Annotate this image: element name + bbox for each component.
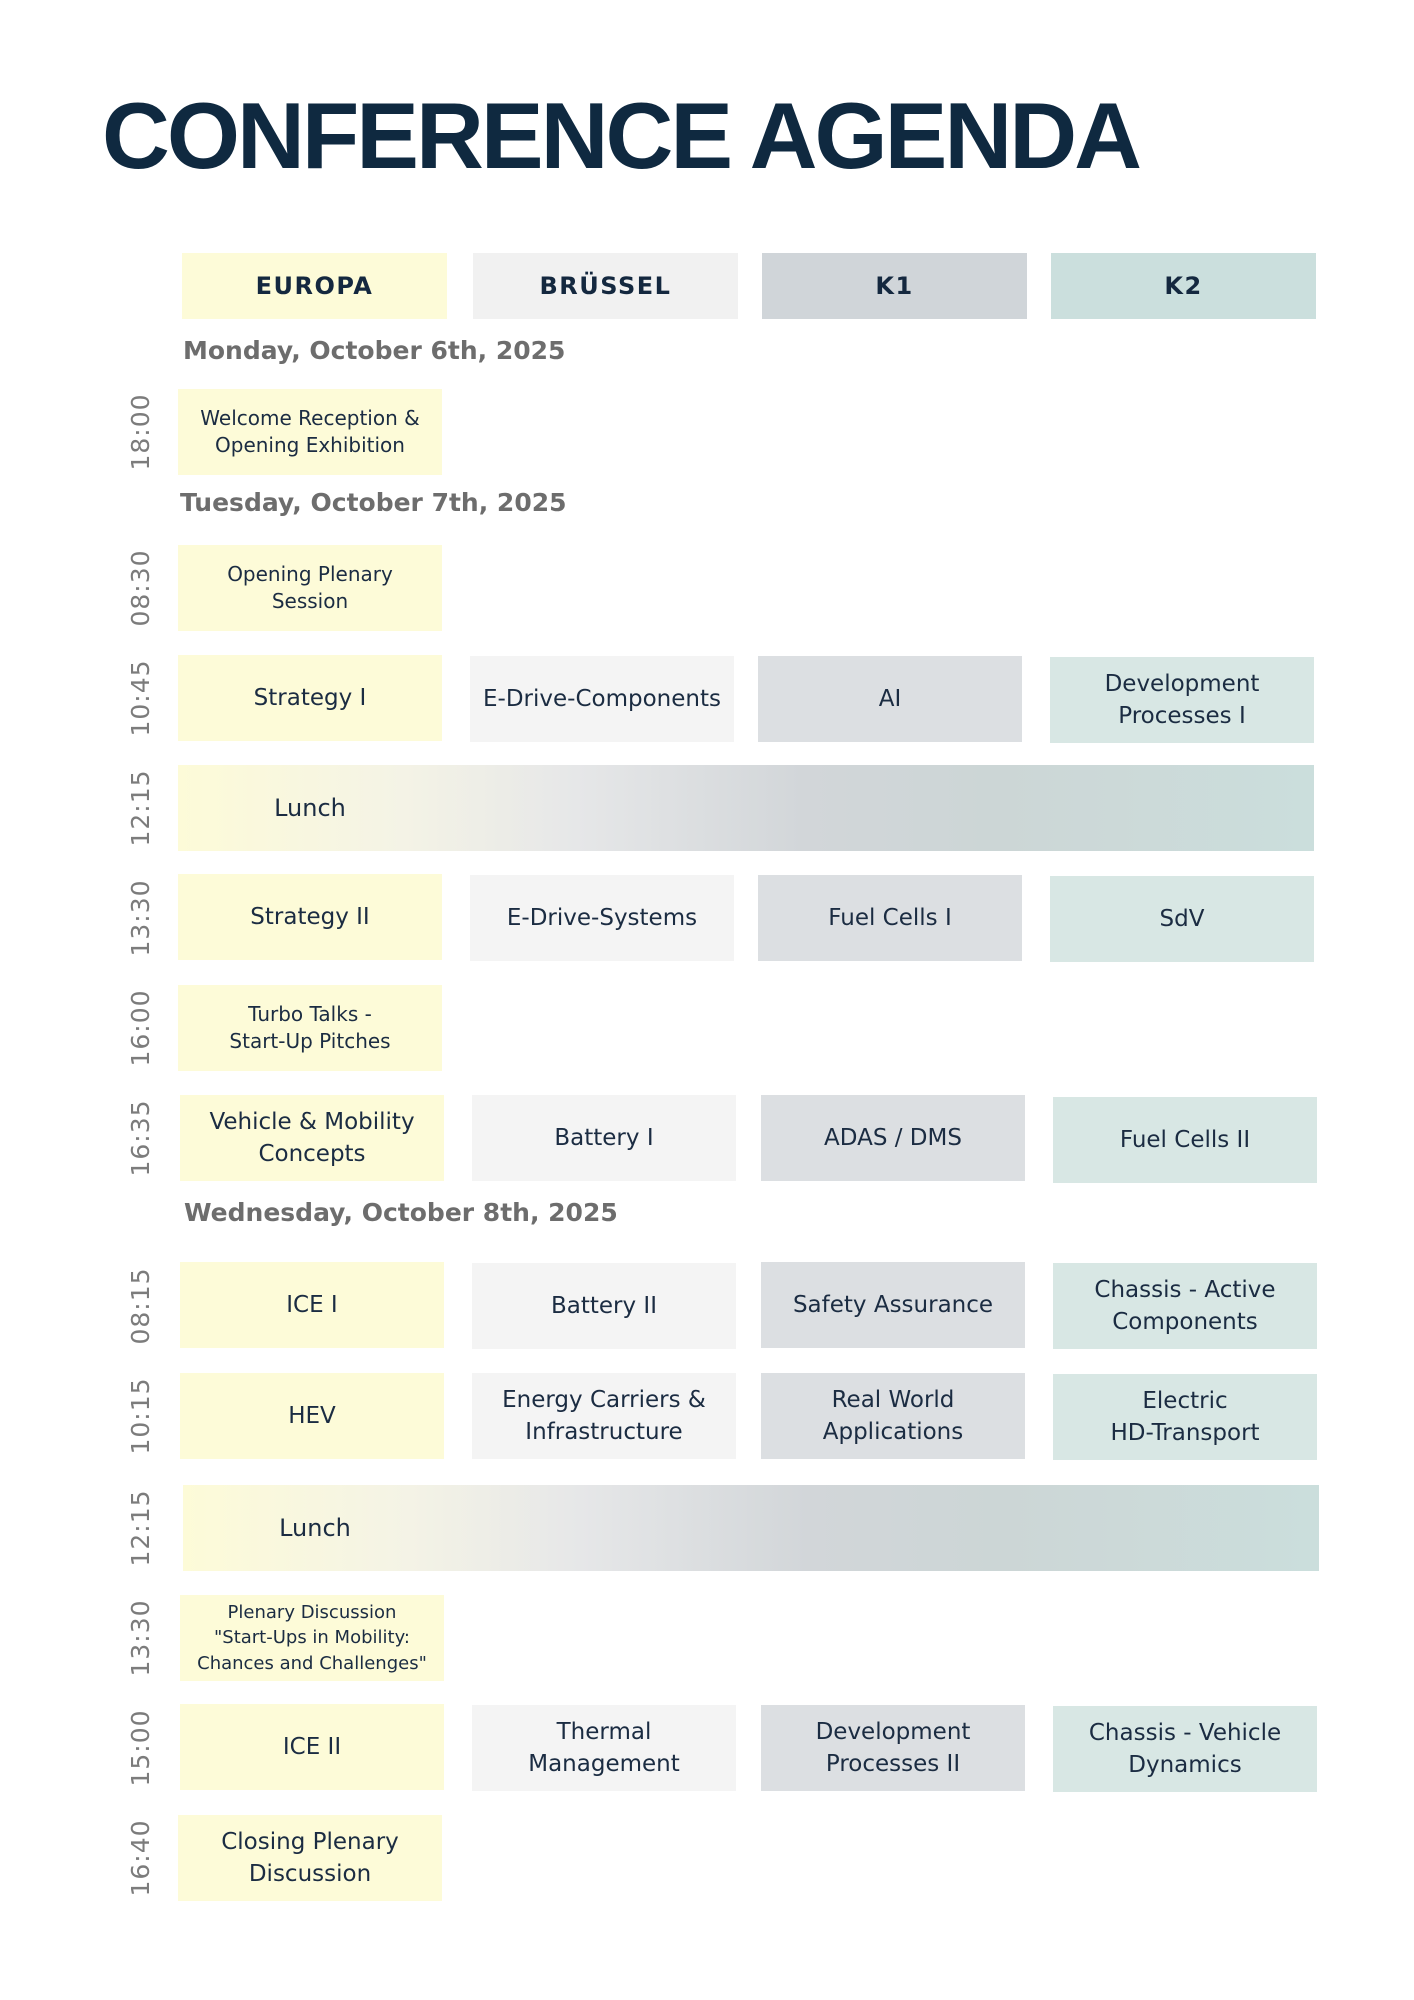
- time-label: 12:15: [125, 1489, 155, 1567]
- session-welcome-reception: Welcome Reception & Opening Exhibition: [178, 389, 442, 475]
- session-battery-1: Battery I: [472, 1095, 736, 1181]
- session-development-processes-1: Development Processes I: [1050, 657, 1314, 743]
- lunch-break: [178, 765, 1314, 851]
- time-label: 16:35: [125, 1099, 155, 1177]
- session-hev: HEV: [180, 1373, 444, 1459]
- session-real-world-applications: Real World Applications: [761, 1373, 1025, 1459]
- session-vehicle-mobility-concepts: Vehicle & Mobility Concepts: [180, 1095, 444, 1181]
- session-closing-plenary: Closing Plenary Discussion: [178, 1815, 442, 1901]
- session-e-drive-systems: E-Drive-Systems: [470, 875, 734, 961]
- session-development-processes-2: Development Processes II: [761, 1705, 1025, 1791]
- time-label: 12:15: [125, 769, 155, 847]
- lunch-break: [183, 1485, 1319, 1571]
- time-label: 16:00: [125, 989, 155, 1067]
- time-label: 15:00: [125, 1709, 155, 1787]
- session-strategy-1: Strategy I: [178, 655, 442, 741]
- session-e-drive-components: E-Drive-Components: [470, 656, 734, 742]
- room-header-k1: K1: [762, 253, 1027, 319]
- session-ai: AI: [758, 656, 1022, 742]
- lunch-label: Lunch: [274, 794, 346, 822]
- session-fuel-cells-2: Fuel Cells II: [1053, 1097, 1317, 1183]
- day-heading-tuesday: Tuesday, October 7th, 2025: [180, 488, 567, 517]
- day-heading-wednesday: Wednesday, October 8th, 2025: [184, 1198, 618, 1227]
- session-electric-hd-transport: Electric HD-Transport: [1053, 1374, 1317, 1460]
- session-energy-carriers: Energy Carriers & Infrastructure: [472, 1373, 736, 1459]
- time-label: 10:45: [125, 659, 155, 737]
- session-adas-dms: ADAS / DMS: [761, 1095, 1025, 1181]
- session-thermal-management: Thermal Management: [472, 1705, 736, 1791]
- session-plenary-discussion-startups: Plenary Discussion "Start-Ups in Mobility: Chances and Challenges": [180, 1595, 444, 1681]
- session-battery-2: Battery II: [472, 1263, 736, 1349]
- room-header-brussel: BRÜSSEL: [473, 253, 738, 319]
- session-fuel-cells-1: Fuel Cells I: [758, 875, 1022, 961]
- time-label: 18:00: [125, 393, 155, 471]
- session-safety-assurance: Safety Assurance: [761, 1262, 1025, 1348]
- session-chassis-vehicle-dynamics: Chassis - Vehicle Dynamics: [1053, 1706, 1317, 1792]
- session-ice-2: ICE II: [180, 1704, 444, 1790]
- day-heading-monday: Monday, October 6th, 2025: [183, 336, 566, 365]
- session-sdv: SdV: [1050, 876, 1314, 962]
- time-label: 13:30: [125, 1599, 155, 1677]
- time-label: 10:15: [125, 1377, 155, 1455]
- time-label: 08:30: [125, 549, 155, 627]
- session-ice-1: ICE I: [180, 1262, 444, 1348]
- time-label: 08:15: [125, 1267, 155, 1345]
- session-chassis-active-components: Chassis - Active Components: [1053, 1263, 1317, 1349]
- time-label: 13:30: [125, 879, 155, 957]
- room-header-europa: EUROPA: [182, 253, 447, 319]
- session-turbo-talks: Turbo Talks - Start-Up Pitches: [178, 985, 442, 1071]
- time-label: 16:40: [125, 1819, 155, 1897]
- session-strategy-2: Strategy II: [178, 874, 442, 960]
- room-header-k2: K2: [1051, 253, 1316, 319]
- page-title: CONFERENCE AGENDA: [102, 83, 1140, 188]
- session-opening-plenary: Opening Plenary Session: [178, 545, 442, 631]
- lunch-label: Lunch: [279, 1514, 351, 1542]
